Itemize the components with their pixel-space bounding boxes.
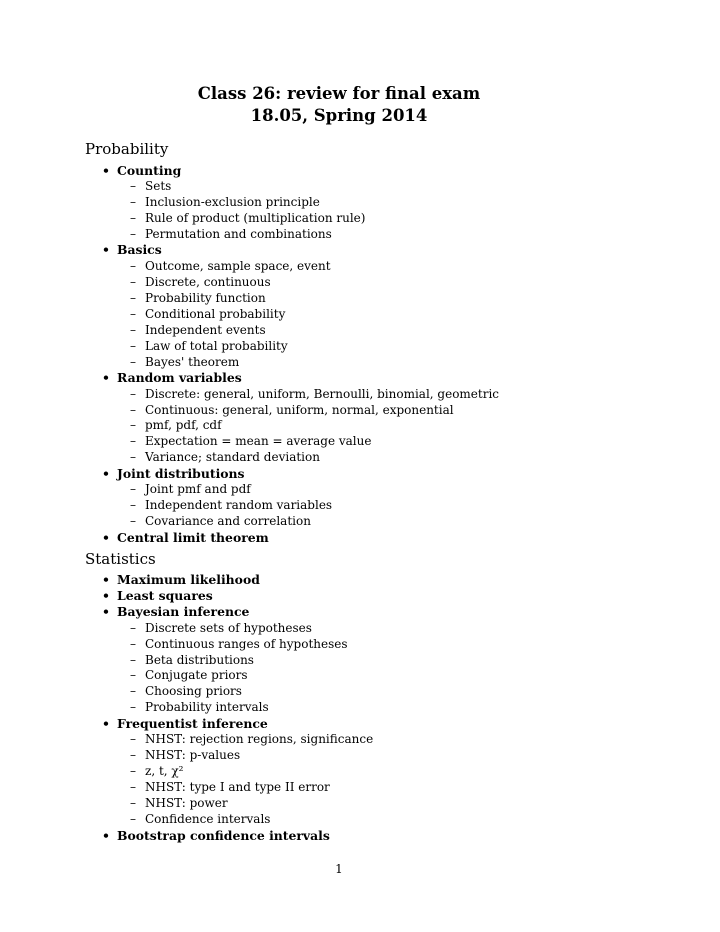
bullet-label: Random variables — [117, 370, 242, 385]
bullet-label: Central limit theorem — [117, 530, 269, 545]
bullet-icon: • — [102, 242, 110, 257]
sub-item: – pmf, pdf, cdf — [130, 418, 222, 432]
bullet-icon: • — [102, 716, 110, 731]
bullet-item — [102, 530, 269, 545]
bullet-label: Frequentist inference — [117, 716, 268, 731]
sub-item: – Inclusion-exclusion principle — [130, 195, 320, 209]
sub-item: – NHST: power — [130, 796, 228, 810]
sub-item: – Rule of product (multiplication rule) — [130, 211, 366, 225]
sub-item: – Covariance and correlation — [130, 514, 311, 528]
bullet-item — [102, 370, 242, 385]
sub-item: – Outcome, sample space, event — [130, 259, 331, 273]
sub-item: – Continuous ranges of hypotheses — [130, 637, 348, 651]
bullet-item — [102, 828, 330, 843]
bullet-label: Joint distributions — [117, 466, 245, 481]
sub-item: – NHST: p-values — [130, 748, 241, 762]
bullet-item — [102, 572, 260, 587]
sub-item: – Choosing priors — [130, 684, 242, 698]
sub-item: – Joint pmf and pdf — [130, 482, 251, 496]
sub-item: – Continuous: general, uniform, normal, exponential — [130, 403, 454, 417]
bullet-item — [102, 716, 268, 731]
sub-item: – Discrete, continuous — [130, 275, 271, 289]
bullet-label: Maximum likelihood — [117, 572, 260, 587]
bullet-item — [102, 466, 245, 481]
bullet-icon: • — [102, 588, 110, 603]
sub-item: – NHST: rejection regions, significance — [130, 732, 374, 746]
sub-item: – Probability intervals — [130, 700, 269, 714]
bullet-label: Least squares — [117, 588, 213, 603]
sub-item: – Bayes' theorem — [130, 355, 240, 369]
bullet-icon: • — [102, 828, 110, 843]
sub-item: – Discrete sets of hypotheses — [130, 621, 312, 635]
title-line-1: Class 26: review for final exam — [197, 84, 481, 103]
bullet-item — [102, 588, 213, 603]
sub-item: – Variance; standard deviation — [130, 450, 320, 464]
bullet-label: Basics — [117, 242, 162, 257]
sub-item: – Independent random variables — [130, 498, 333, 512]
bullet-label: Bootstrap confidence intervals — [117, 828, 330, 843]
sub-item: – Conditional probability — [130, 307, 286, 321]
bullet-icon: • — [102, 604, 110, 619]
bullet-icon: • — [102, 466, 110, 481]
section-heading-statistics: Statistics — [85, 550, 156, 568]
sub-item: – Discrete: general, uniform, Bernoulli, binomial, geometric — [130, 387, 500, 401]
page-number: 1 — [335, 862, 343, 876]
sub-item: – Law of total probability — [130, 339, 288, 353]
sub-item: – z, t, χ² — [130, 764, 184, 778]
document-title — [0, 83, 678, 127]
sub-item: – Sets — [130, 179, 172, 193]
sub-item: – Beta distributions — [130, 653, 254, 667]
bullet-icon: • — [102, 530, 110, 545]
bullet-label: Counting — [117, 163, 182, 178]
title-line-2: 18.05, Spring 2014 — [250, 106, 428, 125]
sub-item: – Independent events — [130, 323, 266, 337]
sub-item: – Probability function — [130, 291, 266, 305]
bullet-label: Bayesian inference — [117, 604, 250, 619]
sub-item: – Confidence intervals — [130, 812, 271, 826]
bullet-icon: • — [102, 163, 110, 178]
bullet-item — [102, 242, 162, 257]
sub-item: – Conjugate priors — [130, 668, 248, 682]
sub-item: – NHST: type I and type II error — [130, 780, 330, 794]
bullet-item — [102, 163, 181, 178]
sub-item: – Permutation and combinations — [130, 227, 332, 241]
section-heading-probability: Probability — [85, 140, 169, 158]
sub-item: – Expectation = mean = average value — [130, 434, 372, 448]
bullet-icon: • — [102, 370, 110, 385]
bullet-item — [102, 604, 249, 619]
bullet-icon: • — [102, 572, 110, 587]
